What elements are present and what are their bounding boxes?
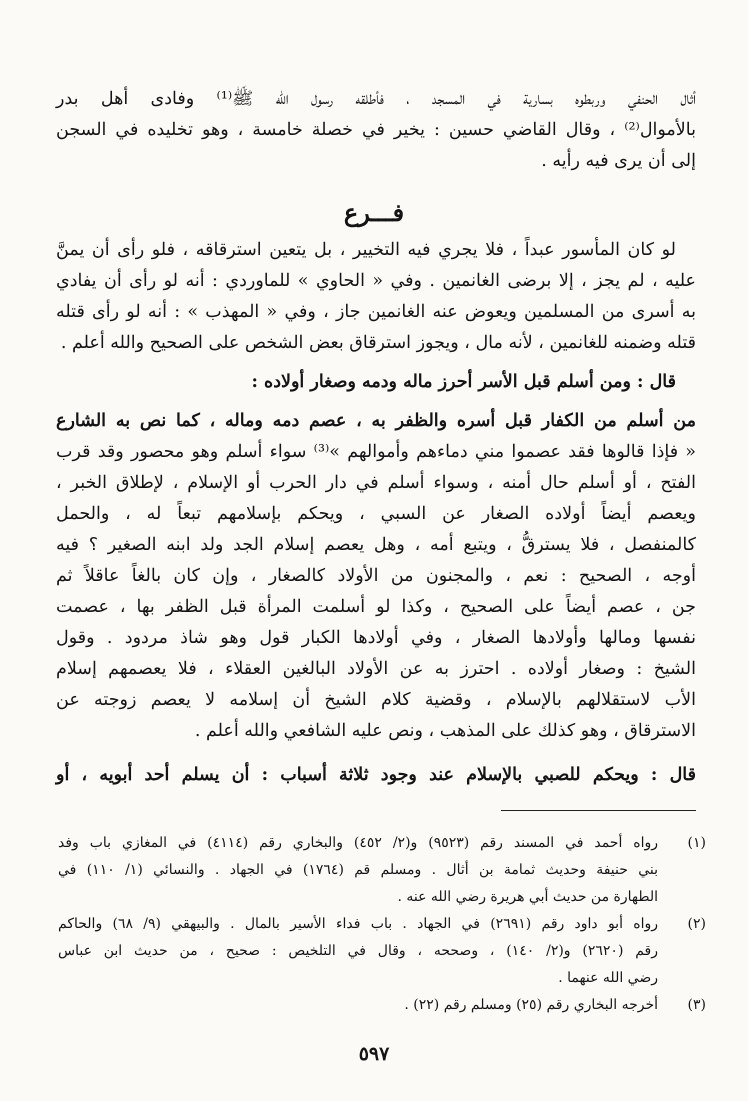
footnote-number: (٢) xyxy=(687,916,706,932)
body-line: جن ، عصم أيضاً على الصحيح ، وكذا لو أسلمت المرأة قبل الظفر بها ، عصمت xyxy=(56,597,696,617)
footnote-line: الطهارة من حديث أبي هريرة رضي الله عنه . xyxy=(397,889,658,905)
body-line: الفتح ، أو أسلم حال أمنه ، وسواء أسلم في دار الحرب أو الإسلام ، لإطلاق الخبر ، xyxy=(56,473,696,493)
footnote-line: رواه أحمد في المسند رقم (٩٥٢٣) و(٢/ ٤٥٢) والبخاري رقم (٤١١٤) في المغازي باب وفد xyxy=(58,835,658,851)
body-line: كالمنفصل ، فلا يسترقُّ ، ويتبع أمه ، وهل يعصم إسلام الجد ولد ابنه الصغير ؟ فيه xyxy=(56,535,696,555)
footnote-line: أخرجه البخاري رقم (٢٥) ومسلم رقم (٢٢) . xyxy=(404,997,658,1013)
body-line: به أسرى من المسلمين ويعوض عنه الغانمين جاز ، وفي « المهذب » : أنه لو رأى قتله xyxy=(56,302,696,322)
matn-line: قال : ويحكم للصبي بالإسلام عند وجود ثلاثة أسباب : أن يسلم أحد أبويه ، أو xyxy=(56,765,696,785)
footnote-number: (٣) xyxy=(687,997,706,1013)
body-line: الأب لاستقلالهم بالإسلام ، وقضية كلام الشيخ أن إسلامه لا يعصم زوجته عن xyxy=(56,690,696,710)
body-line: بالأموال⁽²⁾ ، وقال القاضي حسين : يخير في خصلة خامسة ، وهو تخليده في السجن xyxy=(56,120,696,140)
footnote-line: رضي الله عنهما . xyxy=(558,970,658,986)
body-line: الاسترقاق ، وهو كذلك على المذهب ، ونص عليه الشافعي والله أعلم . xyxy=(194,721,696,741)
body-line: قتله وضمنه للغانمين ، لأنه مال ، ويجوز استرقاق بعض الشخص على الصحيح والله أعلم . xyxy=(60,333,696,353)
body-line: « فإذا قالوها فقد عصموا مني دماءهم وأموالهم »⁽³⁾ سواء أسلم وهو محصور وقد قرب xyxy=(56,442,696,462)
body-line: لو كان المأسور عبداً ، فلا يجري فيه التخيير ، بل يتعين استرقاقه ، فلو رأى أن يمنَّ xyxy=(56,240,676,260)
body-line: أوجه ، الصحيح : نعم ، والمجنون من الأولاد كالصغار ، وإن كان بالغاً عاقلاً ثم xyxy=(56,566,696,586)
section-heading: فـــرع xyxy=(343,198,405,227)
body-line: الشيخ : وصغار أولاده . احترز به عن الأولاد البالغين العقلاء ، فلا يعصمهم إسلام xyxy=(56,659,696,679)
body-line: نفسها ومالها وأولادها الصغار ، وفي أولادها الكبار قول وهو شاذ مردود . وقول xyxy=(56,628,696,648)
footnote-line: رواه أبو داود رقم (٢٦٩١) في الجهاد . باب فداء الأسير بالمال . والبيهقي (٩/ ٦٨) والحاكم xyxy=(58,916,659,932)
body-line: من أسلم من الكفار قبل أسره والظفر به ، عصم دمه وماله ، كما نص به الشارع xyxy=(56,411,696,431)
footnote-number: (١) xyxy=(687,835,706,851)
body-line: ويعصم أيضاً أولاده الصغار عن السبي ، ويحكم بإسلامهم تبعاً له ، والحمل xyxy=(56,504,696,524)
body-line: إلى أن يرى فيه رأيه . xyxy=(541,151,696,171)
matn-line: قال : ومن أسلم قبل الأسر أحرز ماله ودمه وصغار أولاده : xyxy=(251,372,676,392)
footnote-line: رقم (٢٦٢٠) و(٢/ ١٤٠) ، وصححه ، وقال في التلخيص : صحيح ، من حديث ابن عباس xyxy=(58,943,658,959)
footnote-line: بني حنيفة وحديث ثمامة بن أثال . ومسلم قم (١٧٦٤) في الجهاد . والنسائي (١/ ١١٠) في xyxy=(58,862,659,878)
footnote-rule xyxy=(501,810,696,811)
body-line: عليه ، لم يجز ، إلا برضى الغانمين . وفي « الحاوي » للماوردي : أنه لو رأى أن يفادي xyxy=(56,271,696,291)
page-number: ٥٩٧ xyxy=(358,1043,390,1065)
body-line: أثال الحنفي وربطوه بسارية في المسجد ، فأطلقه رسول الله ﷺ⁽¹⁾ وفادى أهل بدر xyxy=(56,89,696,109)
